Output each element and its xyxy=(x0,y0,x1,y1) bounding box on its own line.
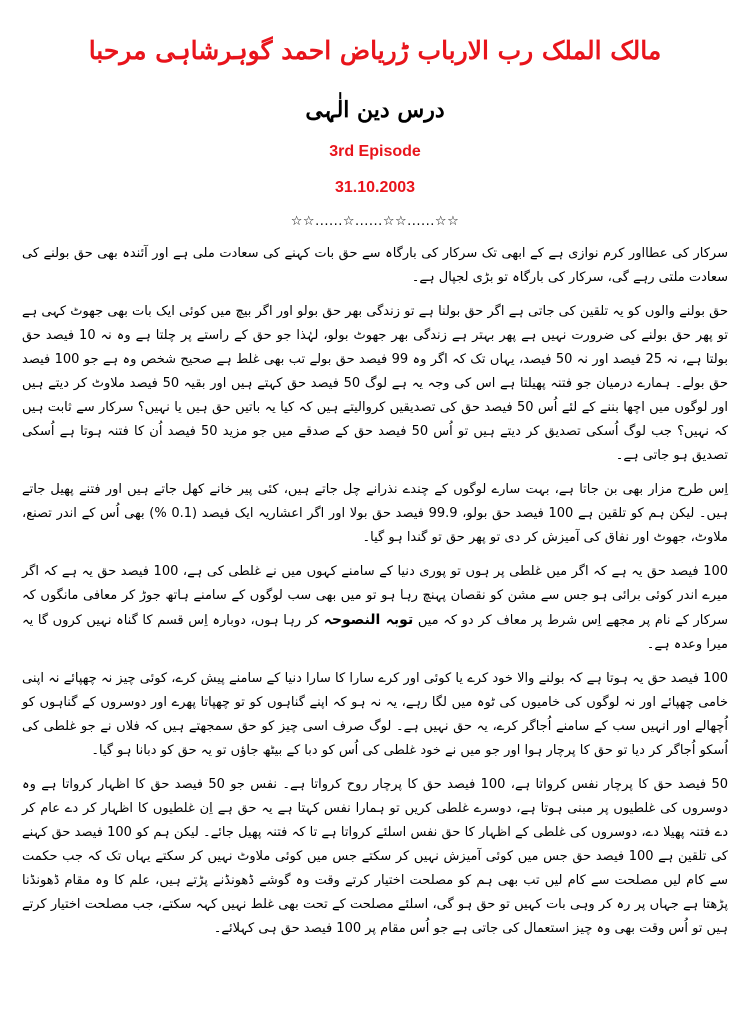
date-label: 31.10.2003 xyxy=(334,179,416,196)
paragraph-6: 50 فیصد حق کا پرچار نفس کرواتا ہے، 100 فیصد حق کا پرچار روح کرواتا ہے۔ نفس جو 50 فیصد حق کا اظہار کرواتا ہے وہ دوسروں کی غلطیوں پر مبنی ہوتا ہے، دوسرے غلطی کریں تو ہمارا نفس کہتا ہے یہ حق ہے اِن غلطیوں کا اظہار کر دے عام کر دے فتنہ پھیلا دے، دوسروں کی غلطی کے اظہار کا حق نفس اسلئے کرواتا ہے تا کہ فتنہ پھیل جائے۔ لیکن ہم کو 100 فیصد حق کہنے کی تلقین ہے 100 فیصد حق جس میں کوئی آمیزش نہیں کر سکتے جس میں کوئی ملاوٹ نہیں کر سکتے یہاں تک کہ جب حکمت سے کام لیں مصلحت سے کام لیں تب بھی ہم کو مصلحت اختیار کرتے وقت وہ گوشے ڈھونڈنے پڑتے ہیں، علم کا وہ مقام ڈھونڈنا پڑھتا ہے جہاں پر رہ کر وہی بات کہیں تو حق ہو گی، اسلئے مصلحت کے تحت بھی غلط نہیں کہہ سکتے، جب مصلحت اختیار کرتے ہیں تو اُس وقت بھی وہ چیز استعمال کی جاتی ہے جو اُس مقام پر 100 فیصد حق ہی کہلائے۔ xyxy=(22,777,728,936)
paragraph-3: اِس طرح مزار بھی بن جاتا ہے، بہت سارے لوگوں کے چندے نذرانے چل جاتے ہیں، کئی پیر خانے کھل جاتے ہیں اور فتنے پھیل جاتے ہیں۔ لیکن ہم کو تلقین ہے 100 فیصد حق بولو، 99.9 فیصد حق بولا اور اگر اعشاریہ ایک فیصد (0.1 %) بھی اُس کے اندر تصنع، ملاوٹ، جھوٹ اور نفاق کی آمیزش کر دی تو پھر حق تو گندا ہو گیا۔ xyxy=(22,482,728,545)
paragraph-1: سرکار کی عطااور کرم نوازی ہے کے ابھی تک سرکار کی بارگاہ سے حق بات کہنے کی سعادت ملی ہے اور آئندہ بھی حق بولنے کی سعادت ملتی رہے گی، سرکار کی بارگاہ تو بڑی لجپال ہے۔ xyxy=(22,246,728,285)
paragraph-4: 100 فیصد حق یہ ہے کہ اگر میں غلطی پر ہوں تو پوری دنیا کے سامنے کہوں میں نے غلطی کی ہے، 100 فیصد حق یہ ہے کہ اگر میرے اندر کوئی برائی ہو جس سے مشن کو نقصان پہنچ رہا ہو تو میں بھی سب لوگوں کے سامنے ہاتھ جوڑ کر معافی مانگوں کہ سرکار کے نام پر مجھے اِس شرط پر معاف کر دو کہ میں توبہ النصوحہ کر رہا ہوں، دوبارہ اِس قسم کا گناہ نہیں کروں گا یہ میرا وعدہ ہے۔ xyxy=(22,564,729,652)
paragraph-5: 100 فیصد حق یہ ہوتا ہے کہ بولنے والا خود کرے یا کوئی اور کرے سارا کا سارا دنیا کے سامنے پیش کرے، کوئی چیز نہ چھپائے نہ اپنی خامی چھپائے اور نہ لوگوں کی خامیوں کی ٹوہ میں لگا رہے، یہ نہ ہو کہ اپنے گناہوں کو تو چھپاتا پھرے اور دوسروں کے گناہوں کو اُچھالے اور انہیں سب کے سامنے اُجاگر کرے، یہ حق نہیں ہے۔ لوگ صرف اسی چیز کو حق سمجھتے ہیں کہ فلاں نے جو غلطی کی اُسکو اُجاگر کر دیا تو حق کا پرچار ہوا اور جو میں نے خود غلطی کی اُس کو دبا کے بیٹھ جاؤں تو یہ حق کو دبانا ہو گیا۔ xyxy=(22,671,728,758)
episode-label: 3rd Episode xyxy=(329,143,421,160)
highlighted-phrase: توبہ النصوحہ xyxy=(323,612,414,628)
document-header xyxy=(22,0,728,232)
star-divider: ☆☆......☆......☆☆......☆☆ xyxy=(290,214,460,229)
article-body xyxy=(22,242,728,941)
lesson-subtitle: درس دین الٰہی xyxy=(305,97,445,123)
paragraph-2: حق بولنے والوں کو یہ تلقین کی جاتی ہے اگر حق بولنا ہے تو زندگی بھر حق بولو اور اگر بیچ میں کوئی ایک بات بھی جھوٹ کہی ہے تو پھر حق بولنے کی ضرورت نہیں ہے پھر بہتر ہے زندگی بھر جھوٹ بولو، لہٰذا جو حق کے راستے پر چلتا ہے وہ نہ 10 فیصد حق بولتا ہے، نہ 25 فیصد اور نہ 50 فیصد، یہاں تک کہ اگر وہ 99 فیصد حق بولے تب بھی غلط ہے صحیح شخص وہ ہے جو 100 فیصد حق بولے۔ ہمارے درمیان جو فتنہ پھیلتا ہے اس کی وجہ یہ ہے لوگ 50 فیصد حق کہتے ہیں اور بقیہ 50 فیصد ملاوٹ کر دیتے ہیں اور لوگوں میں اچھا بننے کے لئے اُس 50 فیصد حق کی تصدیقیں کروالیتے ہیں کہ کیا یہ باتیں حق ہیں یا نہیں؟ سرکار سے ثابت ہیں کہ نہیں؟ جب لوگ اُسکی تصدیق کر دیتے ہیں تو اُس 50 فیصد حق کے صدقے میں جو مزید 50 فیصد اُن کا فتنہ ہوتا ہے اُسکی تصدیق ہو جاتی ہے۔ xyxy=(22,304,728,463)
page-title: مالک الملک رب الارباب ڑریاض احمد گوہرشاہی مرحبا xyxy=(88,36,662,65)
